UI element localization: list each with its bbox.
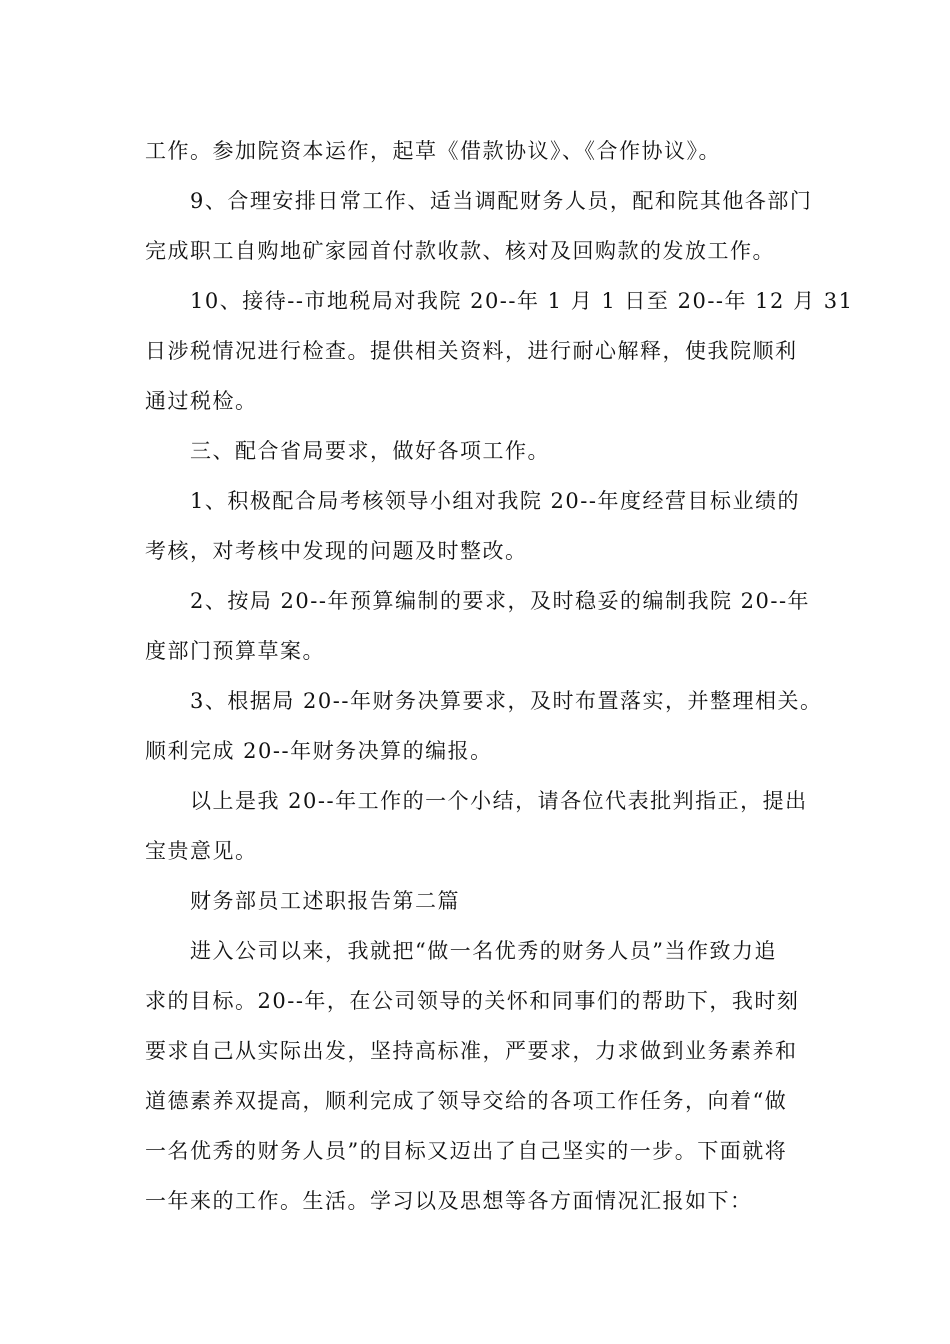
text-line: 10、接待--市地税局对我院 20--年 1 月 1 日至 20--年 12 月 31 bbox=[190, 289, 854, 313]
section-title: 财务部员工述职报告第二篇 bbox=[190, 889, 460, 913]
text-line: 顺利完成 20--年财务决算的编报。 bbox=[145, 739, 493, 763]
text-line: 一名优秀的财务人员”的目标又迈出了自己坚实的一步。下面就将 bbox=[145, 1139, 788, 1163]
text-line: 道德素养双提高，顺利完成了领导交给的各项工作任务，向着“做 bbox=[145, 1089, 788, 1113]
text-line: 9、合理安排日常工作、适当调配财务人员，配和院其他各部门 bbox=[190, 189, 813, 213]
text-line: 以上是我 20--年工作的一个小结，请各位代表批判指正，提出 bbox=[190, 789, 808, 813]
text-line: 工作。参加院资本运作，起草《借款协议》、《合作协议》。 bbox=[145, 139, 721, 163]
text-line: 日涉税情况进行检查。提供相关资料，进行耐心解释，使我院顺利 bbox=[145, 339, 798, 363]
text-line: 通过税检。 bbox=[145, 389, 258, 413]
text-line: 完成职工自购地矿家园首付款收款、核对及回购款的发放工作。 bbox=[145, 239, 775, 263]
text-line: 宝贵意见。 bbox=[145, 839, 258, 863]
text-line: 求的目标。20--年，在公司领导的关怀和同事们的帮助下，我时刻 bbox=[145, 989, 800, 1013]
text-line: 进入公司以来，我就把“做一名优秀的财务人员”当作致力追 bbox=[190, 939, 777, 963]
text-line: 3、根据局 20--年财务决算要求，及时布置落实，并整理相关。 bbox=[190, 689, 823, 713]
text-line: 一年来的工作。生活。学习以及思想等各方面情况汇报如下： bbox=[145, 1189, 753, 1213]
text-line: 考核，对考核中发现的问题及时整改。 bbox=[145, 539, 528, 563]
text-line: 要求自己从实际出发，坚持高标准，严要求，力求做到业务素养和 bbox=[145, 1039, 798, 1063]
text-line: 度部门预算草案。 bbox=[145, 639, 325, 663]
text-line: 1、积极配合局考核领导小组对我院 20--年度经营目标业绩的 bbox=[190, 489, 800, 513]
text-line: 2、按局 20--年预算编制的要求，及时稳妥的编制我院 20--年 bbox=[190, 589, 811, 613]
section-heading: 三、配合省局要求，做好各项工作。 bbox=[190, 439, 550, 463]
